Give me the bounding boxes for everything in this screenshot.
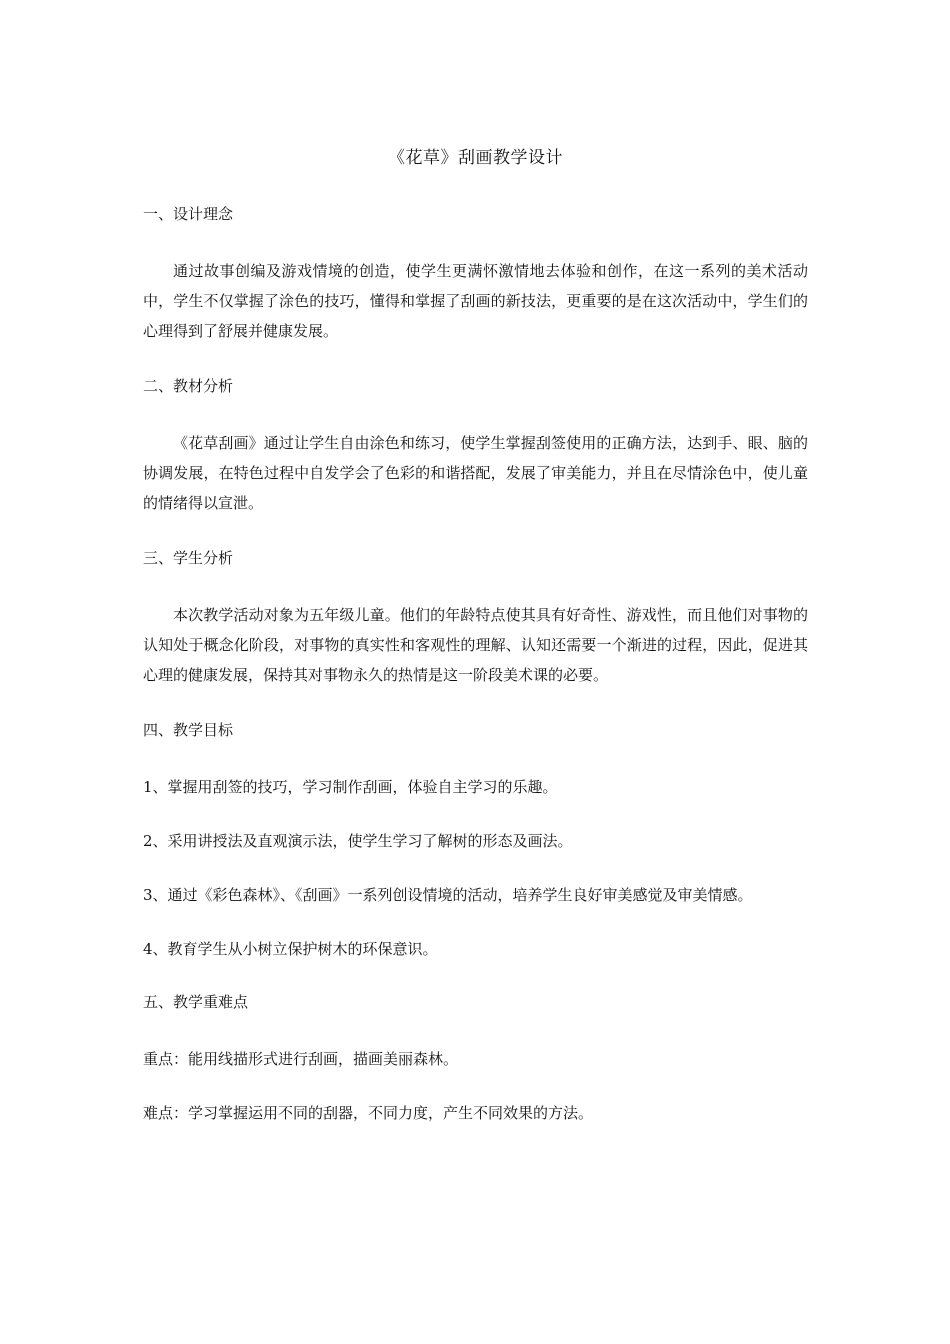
difficult-point-item: 难点：学习掌握运用不同的刮器，不同力度，产生不同效果的方法。 [143,1104,594,1122]
section-heading-key-difficult-points: 五、教学重难点 [143,993,249,1011]
teaching-goal-item: 1、掌握用刮签的技巧，学习制作刮画，体验自主学习的乐趣。 [143,778,558,796]
section-heading-design-concept: 一、设计理念 [143,205,234,223]
section-body-student-analysis: 本次教学活动对象为五年级儿童。他们的年龄特点使其具有好奇性、游戏性，而且他们对事物的认知处于概念化阶段，对事物的真实性和客观性的理解、认知还需要一个渐进的过程，因此，促进其心理的健康发展，保持其对事物永久的热情是这一阶段美术课的必要。 [143,606,808,684]
teaching-goal-item: 3、通过《彩色森林》、《刮画》一系列创设情境的活动，培养学生良好审美感觉及审美情感。 [143,886,753,904]
section-heading-student-analysis: 三、学生分析 [143,549,234,567]
section-body-design-concept: 通过故事创编及游戏情境的创造，使学生更满怀激情地去体验和创作，在这一系列的美术活动中，学生不仅掌握了涂色的技巧，懂得和掌握了刮画的新技法，更重要的是在这次活动中，学生们的心理得到了舒展并健康发展。 [143,262,808,340]
section-body-material-analysis: 《花草刮画》通过让学生自由涂色和练习，使学生掌握刮签使用的正确方法，达到手、眼、脑的协调发展，在特色过程中自发学会了色彩的和谐搭配，发展了审美能力，并且在尽情涂色中，使儿童的情绪得以宣泄。 [143,434,808,512]
section-heading-teaching-goals: 四、教学目标 [143,721,234,739]
teaching-goal-item: 4、教育学生从小树立保护树木的环保意识。 [143,940,438,958]
document-title: 《花草》刮画教学设计 [388,148,563,168]
key-point-item: 重点：能用线描形式进行刮画，描画美丽森林。 [143,1050,459,1068]
section-heading-material-analysis: 二、教材分析 [143,377,234,395]
teaching-goal-item: 2、采用讲授法及直观演示法，使学生学习了解树的形态及画法。 [143,832,573,850]
document-body [143,144,808,1152]
